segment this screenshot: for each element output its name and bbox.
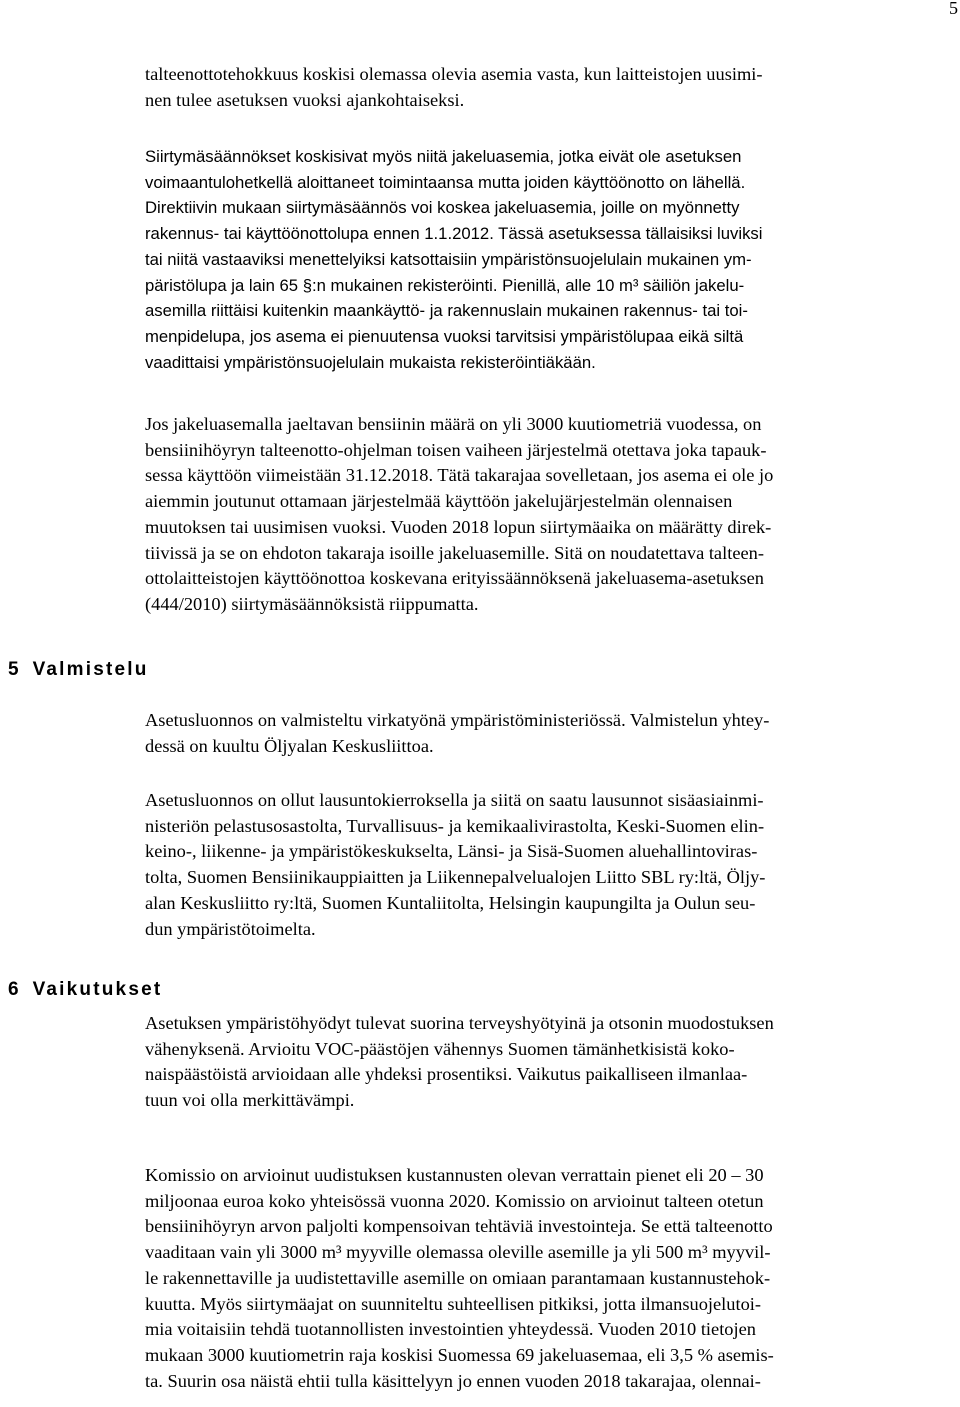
text-line: keino-, liikenne- ja ympäristökeskukselta, Länsi- ja Sisä-Suomen aluehallintoviras- <box>145 841 758 862</box>
section-number: 6 <box>8 979 19 1000</box>
text-line: alan Keskusliitto ry:ltä, Suomen Kuntaliitolta, Helsingin kaupungilta ja Oulun seu- <box>145 892 756 913</box>
section-heading-valmistelu <box>8 659 149 681</box>
paragraph <box>145 62 957 113</box>
text-line: nisteriön pelastusosastolta, Turvallisuus- ja kemikaalivirastolta, Keski-Suomen elin- <box>145 815 765 836</box>
text-line: rakennus- tai käyttöönottolupa ennen 1.1.2012. Tässä asetuksessa tällaisiksi luviksi <box>145 224 763 244</box>
text-line: sessa käyttöön viimeistään 31.12.2018. Tätä takarajaa sovelletaan, jos asema ei ole jo <box>145 465 774 486</box>
paragraph <box>145 412 957 618</box>
section-title: Vaikutukset <box>32 979 163 1000</box>
text-line: Asetusluonnos on ollut lausuntokierroksella ja siitä on saatu lausunnot sisäasiainmi- <box>145 790 764 810</box>
text-line: tai niitä vastaaviksi menettelyiksi katsottaisiin ympäristönsuojelulain mukainen ym- <box>145 249 752 269</box>
paragraph <box>145 788 957 942</box>
section-heading-vaikutukset <box>8 979 162 1001</box>
text-line: Siirtymäsäännökset koskisivat myös niitä jakeluasemia, jotka eivät ole asetuksen <box>145 147 742 166</box>
text-line: päristölupa ja lain 65 §:n mukainen rekisteröinti. Pienillä, alle 10 m³ säiliön jakelu- <box>145 275 745 295</box>
text-line: vaadittaisi ympäristönsuojelulain mukaista rekisteröintiäkään. <box>145 352 596 372</box>
text-line: bensiinihöyryn arvon paljolti kompensoivan tehtäviä investointeja. Se että talteenotto <box>145 1216 773 1237</box>
paragraph <box>145 144 957 375</box>
text-line: bensiinihöyryn talteenotto-ohjelman toisen vaiheen järjestelmä otettava joka tapauk- <box>145 439 767 460</box>
text-line: asemilla riittäisi kuitenkin maankäyttö- ja rakennuslain mukainen rakennus- tai toi- <box>145 301 748 321</box>
section-title: Valmistelu <box>32 659 149 680</box>
text-line: vaaditaan vain yli 3000 m³ myyville olemassa oleville asemille ja yli 500 m³ myyvil- <box>145 1242 771 1263</box>
paragraph <box>145 708 957 759</box>
text-line: le rakennettaville ja uudistettaville asemille on omiaan parantamaan kustannustehok- <box>145 1267 771 1288</box>
text-line: nen tulee asetuksen vuoksi ajankohtaiseksi. <box>145 89 465 110</box>
text-line: aiemmin joutunut ottamaan järjestelmää käyttöön jakelujärjestelmän olennaisen <box>145 491 733 512</box>
text-line: Asetusluonnos on valmisteltu virkatyönä ympäristöministeriössä. Valmistelun yhtey- <box>145 710 770 730</box>
text-line: voimaantulohetkellä aloittaneet toimintaansa mutta joiden käyttöönotto on lähellä. <box>145 172 746 192</box>
text-line: kuutta. Myös siirtymäajat on suunniteltu suhteellisen pitkiksi, jotta ilmansuojelutoi- <box>145 1293 762 1314</box>
text-line: naispäästöistä arvioidaan alle yhdeksi prosentiksi. Vaikutus paikalliseen ilmanlaa- <box>145 1064 748 1085</box>
text-line: ottolaitteistojen käyttöönottoa koskevana erityissäännöksenä jakeluasema-asetuksen <box>145 568 764 589</box>
text-line: miljoonaa euroa koko yhteisössä vuonna 2020. Komissio on arvioinut talteen otetun <box>145 1190 764 1211</box>
text-line: dun ympäristötoimelta. <box>145 918 316 939</box>
text-line: Jos jakeluasemalla jaeltavan bensiinin määrä on yli 3000 kuutiometriä vuodessa, on <box>145 414 762 434</box>
page-number: 5 <box>949 0 958 18</box>
text-line: mia voitaisiin tehdä tuotannollisten investointien yhteydessä. Vuoden 2010 tietojen <box>145 1319 756 1340</box>
text-line: tiivissä ja se on ehdoton takaraja isoille jakeluasemille. Sitä on noudatettava talteen- <box>145 542 764 563</box>
text-line: (444/2010) siirtymäsäännöksistä riippumatta. <box>145 593 479 614</box>
text-line: Asetuksen ympäristöhyödyt tulevat suorina terveyshyötyinä ja otsonin muodostuksen <box>145 1013 774 1033</box>
text-line: vähenyksenä. Arvioitu VOC-päästöjen vähennys Suomen tämänhetkisistä koko- <box>145 1038 735 1059</box>
text-line: tolta, Suomen Bensiinikauppiaitten ja Liikennepalvelualojen Liitto SBL ry:ltä, Öljy- <box>145 867 766 888</box>
text-line: tuun voi olla merkittävämpi. <box>145 1090 355 1111</box>
text-line: dessä on kuultu Öljyalan Keskusliittoa. <box>145 735 434 756</box>
text-line: Komissio on arvioinut uudistuksen kustannusten olevan verrattain pienet eli 20 – 30 <box>145 1165 764 1185</box>
text-line: mukaan 3000 kuutiometrin raja koskisi Suomessa 69 jakeluasemaa, eli 3,5 % asemis- <box>145 1344 774 1365</box>
section-number: 5 <box>8 659 19 680</box>
text-line: ta. Suurin osa näistä ehtii tulla käsittelyyn jo ennen vuoden 2018 takarajaa, olennai- <box>145 1370 761 1391</box>
paragraph <box>145 1011 957 1114</box>
text-line: talteenottotehokkuus koskisi olemassa olevia asemia vasta, kun laitteistojen uusimi- <box>145 64 763 84</box>
text-line: menpidelupa, jos asema ei pienuutensa vuoksi tarvitsisi ympäristölupaa eikä siltä <box>145 326 744 346</box>
text-line: muutoksen tai uusimisen vuoksi. Vuoden 2018 lopun siirtymäaika on määrätty direk- <box>145 516 772 537</box>
paragraph <box>145 1163 957 1394</box>
text-line: Direktiivin mukaan siirtymäsäännös voi koskea jakeluasemia, joille on myönnetty <box>145 198 740 218</box>
